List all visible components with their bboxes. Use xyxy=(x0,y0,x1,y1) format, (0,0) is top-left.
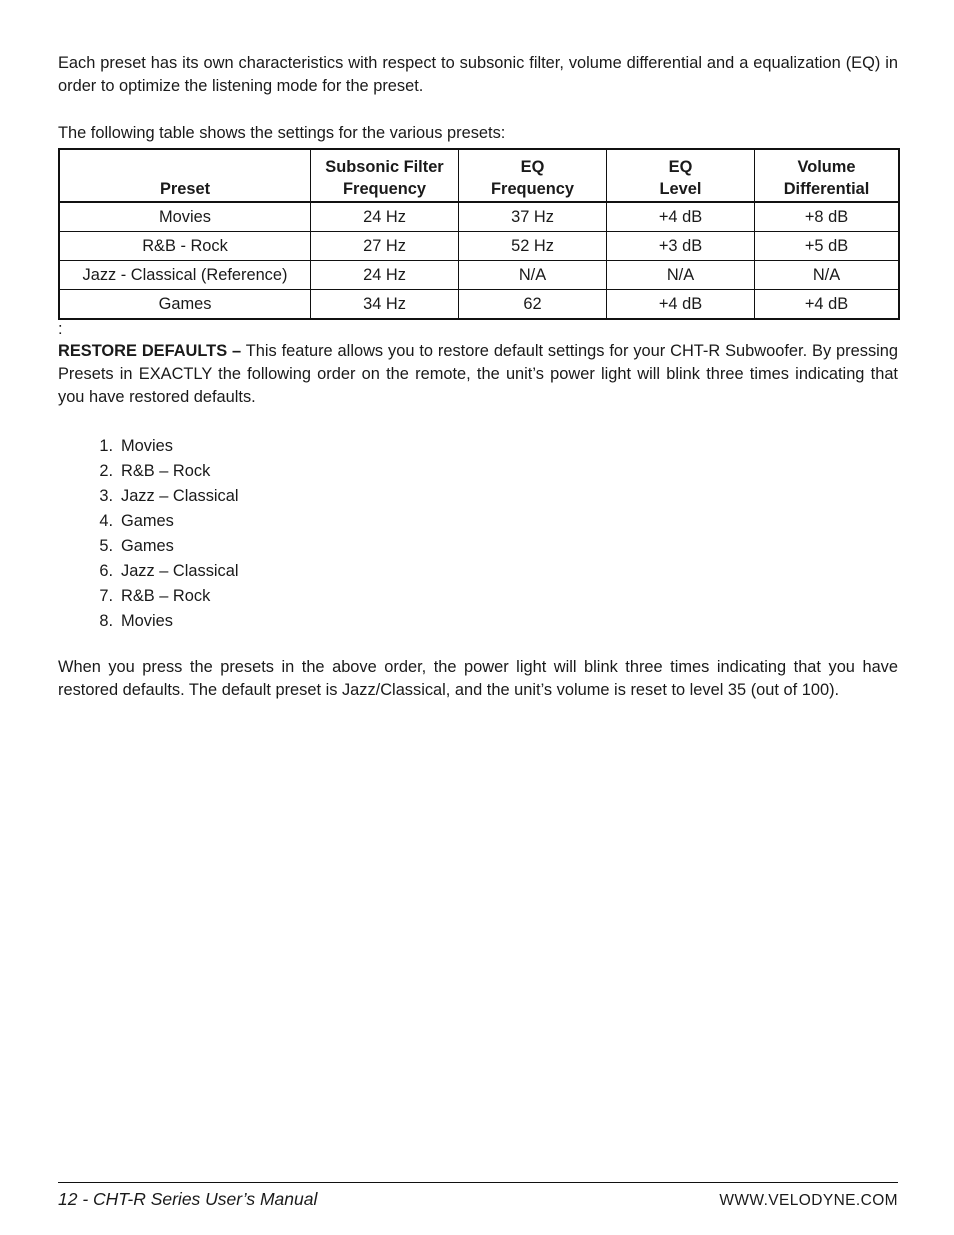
list-item: 4. Games xyxy=(99,511,174,530)
page-content xyxy=(58,52,898,702)
table-cell: +8 dB xyxy=(755,202,900,232)
table-cell: 37 Hz xyxy=(459,202,607,232)
table-cell: N/A xyxy=(459,260,607,289)
footer-website: WWW.VELODYNE.COM xyxy=(719,1192,898,1209)
table-cell: +4 dB xyxy=(755,289,900,319)
table-cell: +3 dB xyxy=(607,231,755,260)
table-cell: Jazz - Classical (Reference) xyxy=(59,260,311,289)
table-cell: 24 Hz xyxy=(311,202,459,232)
list-item: 3. Jazz – Classical xyxy=(99,486,239,505)
restore-defaults-heading: RESTORE DEFAULTS – xyxy=(58,341,242,360)
header-eq-level: EQ Level xyxy=(607,149,755,202)
preset-settings-table xyxy=(58,148,900,320)
table-cell: R&B - Rock xyxy=(59,231,311,260)
list-item: 7. R&B – Rock xyxy=(99,586,211,605)
table-cell: 62 xyxy=(459,289,607,319)
table-cell: 24 Hz xyxy=(311,260,459,289)
table-row xyxy=(59,260,899,289)
table-row xyxy=(59,202,899,232)
restore-defaults-text: This feature allows you to restore default settings for your CHT-R Subwoofer. By pressing Presets in EXACTLY the following order on the remote, the unit’s power light will blink three times indicating that you have restored defaults. xyxy=(58,341,899,407)
intro-paragraph: Each preset has its own characteristics with respect to subsonic filter, volume differential and a equalization (EQ) in order to optimize the listening mode for the preset. xyxy=(58,54,898,96)
header-eq-frequency: EQ Frequency xyxy=(459,149,607,202)
header-preset: Preset xyxy=(59,149,311,202)
table-row xyxy=(59,231,899,260)
table-cell: N/A xyxy=(755,260,900,289)
stray-colon: : xyxy=(58,319,63,338)
footer-manual-title: 12 - CHT-R Series User’s Manual xyxy=(58,1189,318,1209)
table-cell: 52 Hz xyxy=(459,231,607,260)
table-cell: +4 dB xyxy=(607,202,755,232)
list-item: 8. Movies xyxy=(99,611,173,630)
table-lead-text: The following table shows the settings for the various presets: xyxy=(58,123,506,142)
table-cell: 34 Hz xyxy=(311,289,459,319)
list-item: 1. Movies xyxy=(99,436,173,455)
restore-defaults-paragraph xyxy=(58,340,898,410)
table-cell: Movies xyxy=(59,202,311,232)
table-row xyxy=(59,289,899,319)
table-cell: Games xyxy=(59,289,311,319)
list-item: 2. R&B – Rock xyxy=(99,461,211,480)
list-item: 6. Jazz – Classical xyxy=(99,561,239,580)
header-volume-differential: Volume Differential xyxy=(755,149,900,202)
table-cell: N/A xyxy=(607,260,755,289)
header-subsonic-filter-frequency: Subsonic Filter Frequency xyxy=(311,149,459,202)
table-header-row xyxy=(59,149,899,202)
footer-divider xyxy=(58,1182,898,1183)
closing-paragraph: When you press the presets in the above order, the power light will blink three times indicating that you have restored defaults. The default preset is Jazz/Classical, and the unit’s volume is reset to level 35 (out of 100). xyxy=(58,657,898,700)
list-item: 5. Games xyxy=(99,536,174,555)
table-cell: +5 dB xyxy=(755,231,900,260)
table-cell: 27 Hz xyxy=(311,231,459,260)
restore-steps-list xyxy=(58,434,898,634)
table-cell: +4 dB xyxy=(607,289,755,319)
